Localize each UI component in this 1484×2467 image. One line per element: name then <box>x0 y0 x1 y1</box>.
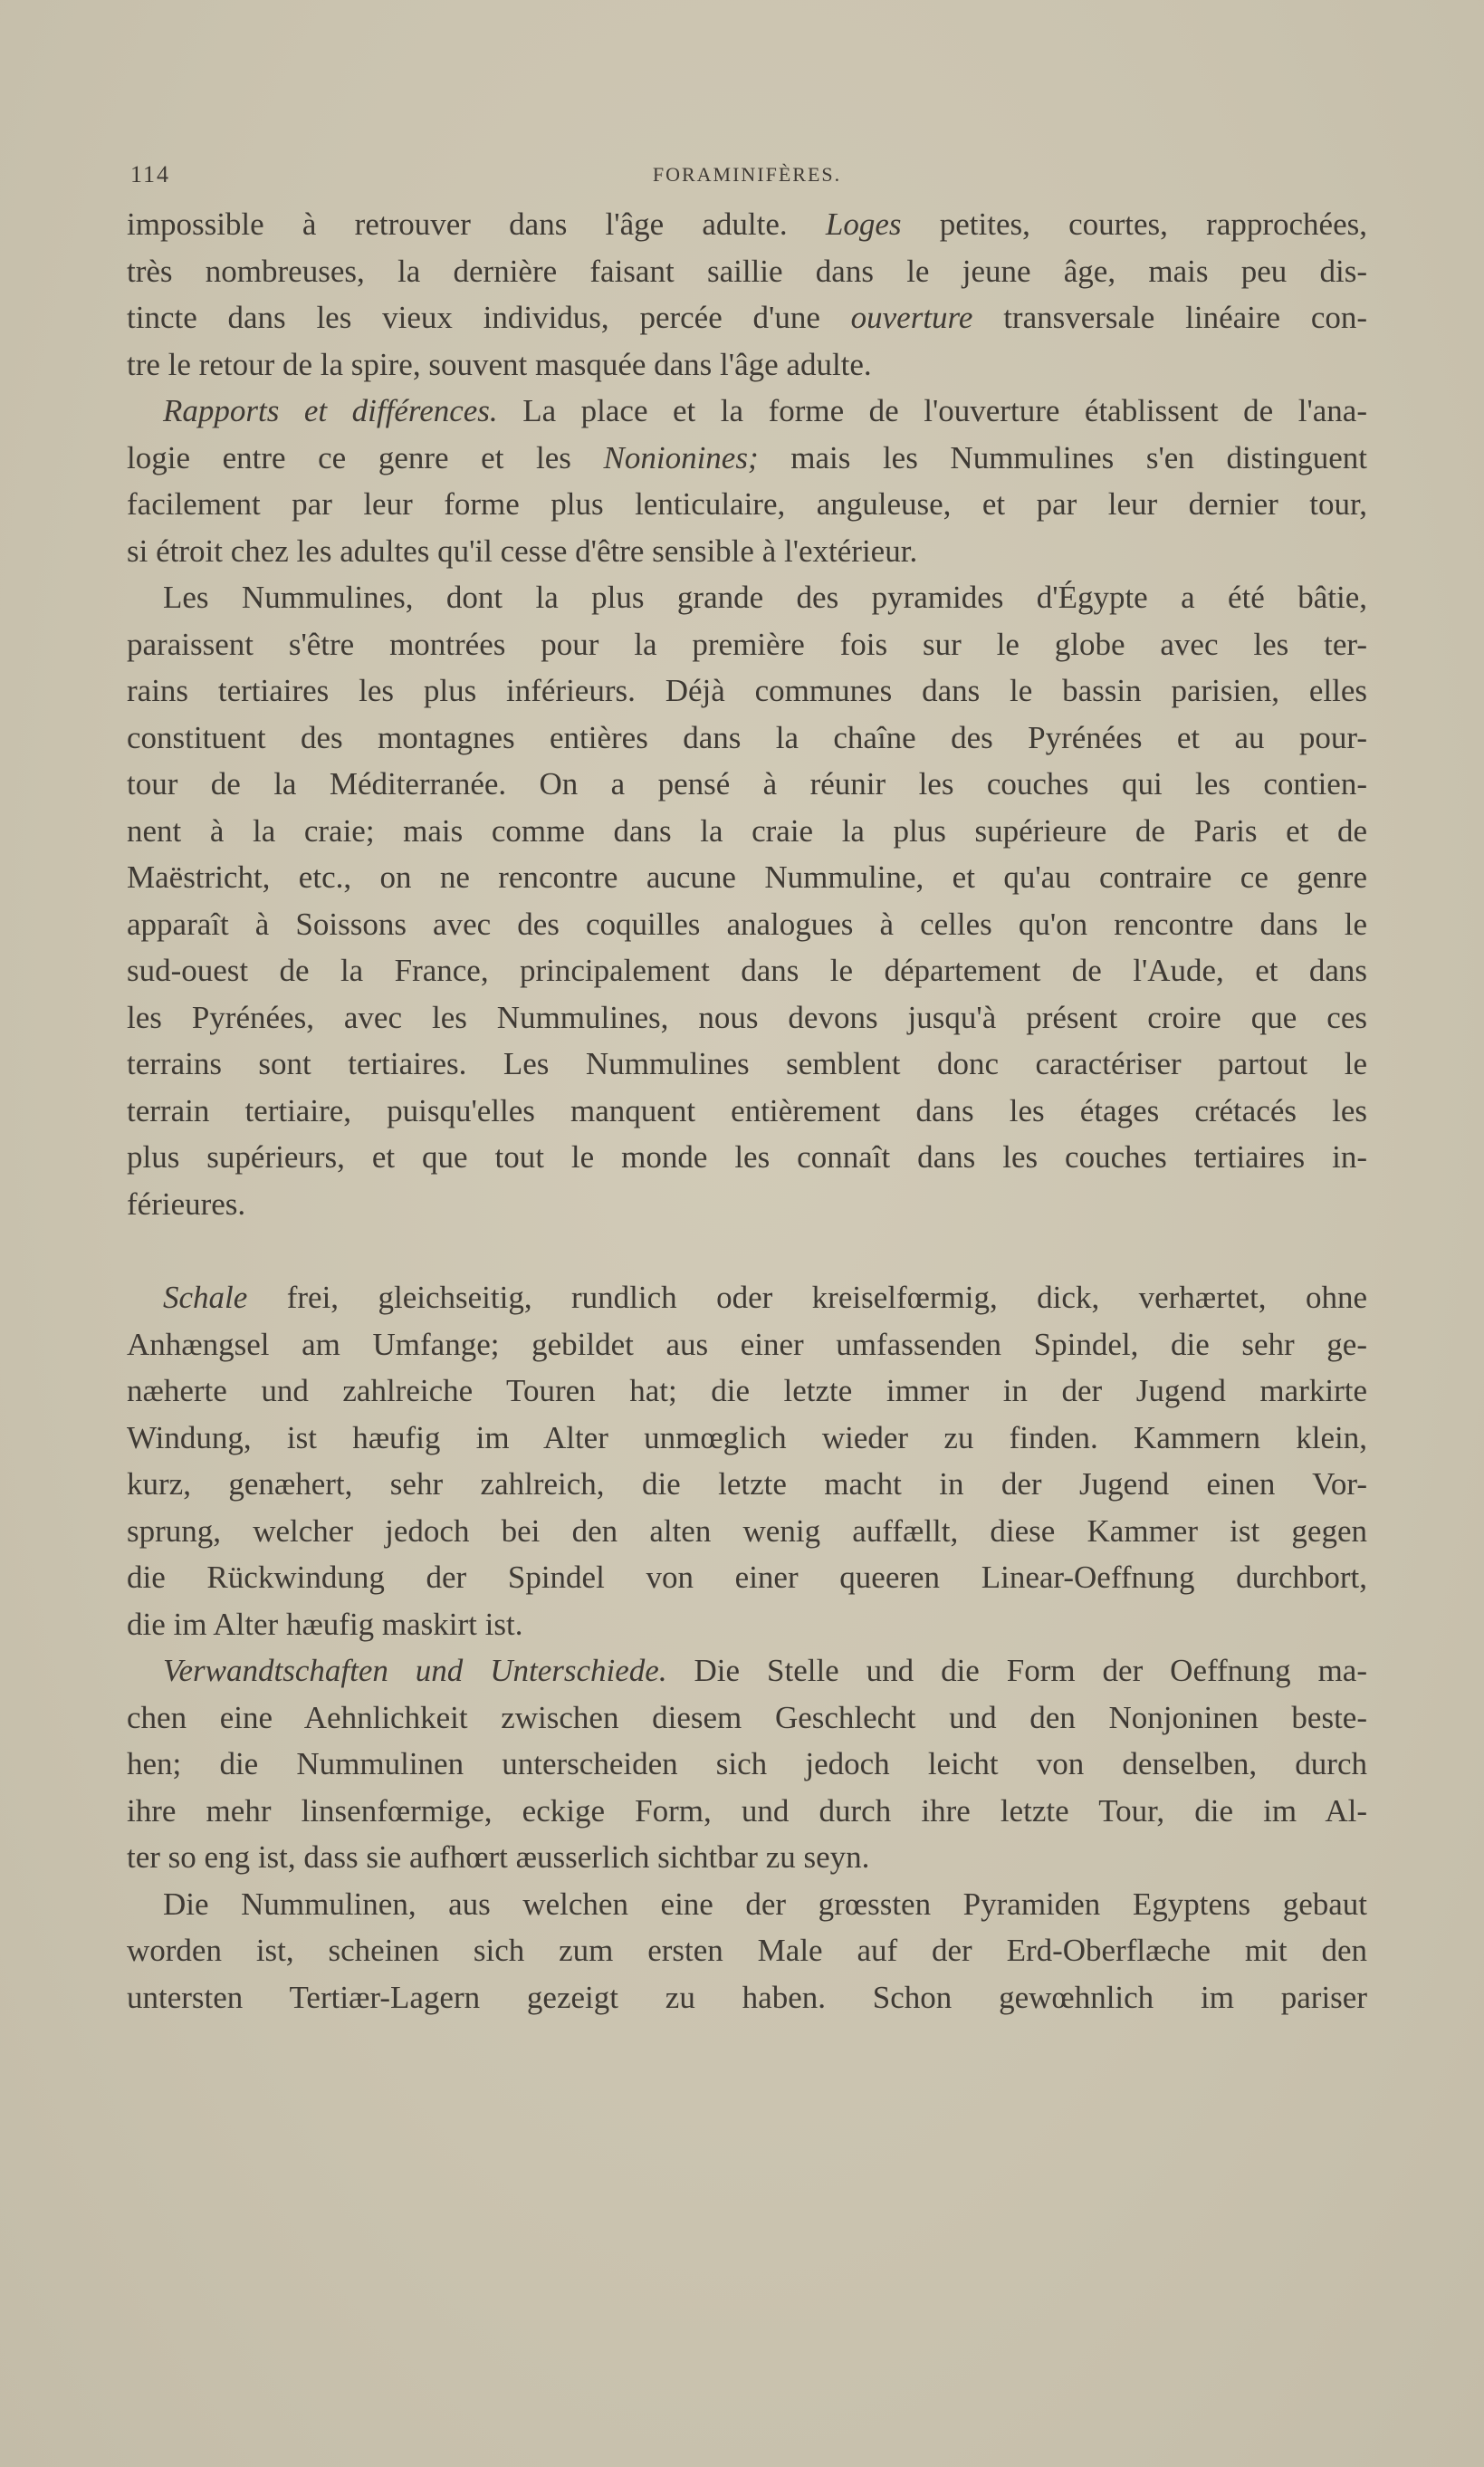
text-line: ihre mehr linsenfœrmige, eckige Form, und durch ihre letzte Tour, die im Al- <box>127 1792 1367 1829</box>
text-line: apparaît à Soissons avec des coquilles analogues à celles qu'on rencontre dans le <box>127 906 1367 942</box>
text-line: paraissent s'être montrées pour la première fois sur le globe avec les ter- <box>127 626 1367 662</box>
text-line: constituent des montagnes entières dans la chaîne des Pyrénées et au pour- <box>127 719 1367 755</box>
text-line: férieures. <box>127 1186 246 1222</box>
page-number: 114 <box>130 161 171 187</box>
text-line: Die Nummulinen, aus welchen eine der grœssten Pyramiden Egyptens gebaut <box>163 1886 1367 1922</box>
text-line: plus supérieurs, et que tout le monde les connaît dans les couches tertiaires in- <box>127 1139 1367 1175</box>
text-line: die im Alter hæufig maskirt ist. <box>127 1606 523 1642</box>
text-line: facilement par leur forme plus lenticulaire, anguleuse, et par leur dernier tour, <box>127 486 1367 522</box>
text-line: kurz, genæhert, sehr zahlreich, die letzte macht in der Jugend einen Vor- <box>127 1466 1367 1502</box>
german-paragraph-schale <box>127 1274 1367 1647</box>
text-line: Schale frei, gleichseitig, rundlich oder kreiselfœrmig, dick, verhærtet, ohne <box>163 1280 1368 1315</box>
text-line: næherte und zahlreiche Touren hat; die letzte immer in der Jugend markirte <box>127 1373 1367 1408</box>
german-paragraph-nummulinen <box>127 1881 1367 2021</box>
text-line: tour de la Méditerranée. On a pensé à réunir les couches qui les contien- <box>127 766 1367 802</box>
italic-term: Nonionines; <box>603 439 759 475</box>
body-text <box>127 201 1367 2021</box>
text-line: terrains sont tertiaires. Les Nummulines semblent donc caractériser partout le <box>127 1046 1367 1081</box>
italic-term: Schale <box>163 1280 248 1315</box>
text-line: die Rückwindung der Spindel von einer queeren Linear-Oeffnung durchbort, <box>127 1560 1367 1595</box>
text-line: terrain tertiaire, puisqu'elles manquent entièrement dans les étages crétacés les <box>127 1092 1367 1128</box>
italic-term: ouverture <box>850 300 973 335</box>
german-paragraph-verwandtschaften <box>127 1647 1367 1881</box>
text-line: impossible à retrouver dans l'âge adulte. Loges petites, courtes, rapprochées, <box>127 206 1367 242</box>
text-line: chen eine Aehnlichkeit zwischen diesem Geschlecht und den Nonjoninen beste- <box>127 1699 1367 1735</box>
text-line: tincte dans les vieux individus, percée d'une ouverture transversale linéaire con- <box>127 300 1368 335</box>
italic-term: Loges <box>825 206 902 242</box>
text-line: hen; die Nummulinen unterscheiden sich jedoch leicht von denselben, durch <box>127 1746 1367 1781</box>
text-line: Rapports et différences. La place et la forme de l'ouverture établissent de l'ana- <box>163 393 1368 428</box>
text-line: si étroit chez les adultes qu'il cesse d'être sensible à l'extérieur. <box>127 533 918 569</box>
french-paragraph-loges <box>127 201 1367 388</box>
text-line: tre le retour de la spire, souvent masquée dans l'âge adulte. <box>127 346 872 382</box>
text-line: sprung, welcher jedoch bei den alten wenig auffællt, diese Kammer ist gegen <box>127 1512 1367 1549</box>
text-line: Les Nummulines, dont la plus grande des pyramides d'Égypte a été bâtie, <box>163 580 1367 615</box>
italic-heading: Rapports et différences. <box>163 393 498 428</box>
text-line: ter so eng ist, dass sie aufhœrt æusserlich sichtbar zu seyn. <box>127 1839 870 1875</box>
text-line: très nombreuses, la dernière faisant saillie dans le jeune âge, mais peu dis- <box>127 253 1367 289</box>
text-line: sud-ouest de la France, principalement dans le département de l'Aude, et dans <box>127 953 1367 988</box>
text-line: nent à la craie; mais comme dans la craie la plus supérieure de Paris et de <box>127 812 1367 849</box>
text-line: Maëstricht, etc., on ne rencontre aucune Nummuline, et qu'au contraire ce genre <box>127 859 1367 895</box>
italic-heading: Verwandtschaften und Unterschiede. <box>163 1653 667 1688</box>
text-line: Anhængsel am Umfange; gebildet aus einer umfassenden Spindel, die sehr ge- <box>127 1326 1367 1362</box>
text-line: les Pyrénées, avec les Nummulines, nous devons jusqu'à présent croire que ces <box>127 999 1367 1035</box>
french-paragraph-rapports <box>127 388 1367 574</box>
french-paragraph-nummulines <box>127 574 1367 1227</box>
text-line: worden ist, scheinen sich zum ersten Male auf der Erd-Oberflæche mit den <box>127 1933 1367 1968</box>
text-line: Verwandtschaften und Unterschiede. Die Stelle und die Form der Oeffnung ma- <box>163 1653 1367 1688</box>
text-line: Windung, ist hæufig im Alter unmœglich wieder zu finden. Kammern klein, <box>127 1419 1367 1455</box>
text-line: rains tertiaires les plus inférieurs. Déjà communes dans le bassin parisien, elles <box>127 673 1367 708</box>
text-line: logie entre ce genre et les Nonionines; mais les Nummulines s'en distinguent <box>127 439 1367 475</box>
running-head: FORAMINIFÈRES. <box>652 163 842 186</box>
section-gap <box>127 1227 1367 1274</box>
text-line: untersten Tertiær-Lagern gezeigt zu haben. Schon gewœhnlich im pariser <box>127 1979 1367 2015</box>
page-header <box>127 161 1367 197</box>
